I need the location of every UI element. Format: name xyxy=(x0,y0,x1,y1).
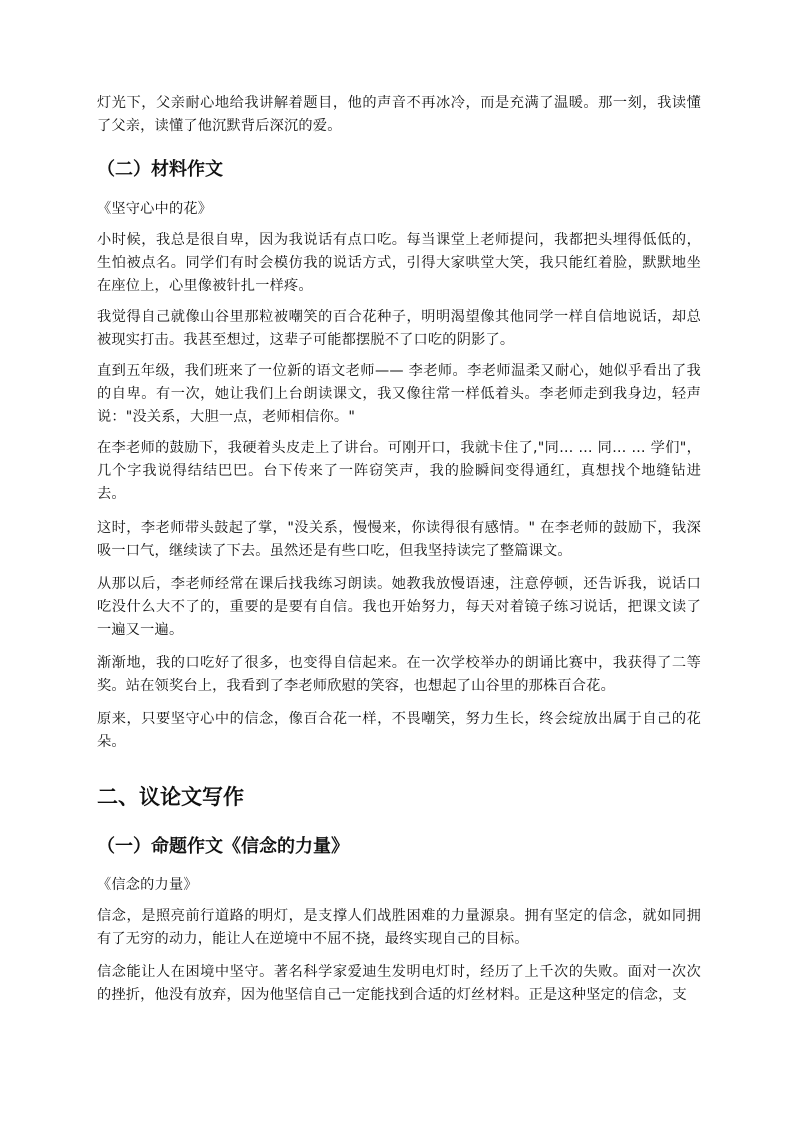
intro-paragraph: 灯光下，父亲耐心地给我讲解着题目，他的声音不再冰冷，而是充满了温暖。那一刻，我读懂了父亲，读懂了他沉默背后深沉的爱。 xyxy=(97,95,701,134)
material-essay-heading: （二）材料作文 xyxy=(97,159,223,180)
argument-section-heading: 二、议论文写作 xyxy=(97,785,244,809)
essay-paragraph: 信念能让人在困境中坚守。著名科学家爱迪生发明电灯时，经历了上千次的失败。面对一次次的挫折，他没有放弃，因为他坚信自己一定能找到合适的灯丝材料。正是这种坚定的信念，支 xyxy=(97,964,701,1003)
proposition-essay-heading: （一）命题作文《信念的力量》 xyxy=(97,836,349,857)
essay-paragraph: 在李老师的鼓励下，我硬着头皮走上了讲台。可刚开口，我就卡住了,"同… … 同… … 学们"，几个字我说得结结巴巴。台下传来了一阵窃笑声，我的脸瞬间变得通红，真想找个地缝钻进去。 xyxy=(97,440,701,502)
essay-title-xinnian: 《信念的力量》 xyxy=(97,877,198,893)
essay-paragraph: 从那以后，李老师经常在课后找我练习朗读。她教我放慢语速，注意停顿，还告诉我，说话口吃没什么大不了的，重要的是要有自信。我也开始努力，每天对着镜子练习说话，把课文读了一遍又一遍。 xyxy=(97,576,701,638)
essay-paragraph: 原来，只要坚守心中的信念，像百合花一样，不畏嘲笑，努力生长，终会绽放出属于自己的花朵。 xyxy=(97,711,701,750)
essay-paragraph: 渐渐地，我的口吃好了很多，也变得自信起来。在一次学校举办的朗诵比赛中，我获得了二等奖。站在领奖台上，我看到了李老师欣慰的笑容，也想起了山谷里的那株百合花。 xyxy=(97,655,701,694)
essay-paragraph: 直到五年级，我们班来了一位新的语文老师—— 李老师。李老师温柔又耐心，她似乎看出了我的自卑。有一次，她让我们上台朗读课文，我又像往常一样低着头。李老师走到我身边，轻声说："没关系，大胆一点，老师相信你。" xyxy=(97,363,701,425)
essay-paragraph: 信念，是照亮前行道路的明灯，是支撑人们战胜困难的力量源泉。拥有坚定的信念，就如同拥有了无穷的动力，能让人在逆境中不屈不挠，最终实现自己的目标。 xyxy=(97,908,701,947)
essay-paragraph: 小时候，我总是很自卑，因为我说话有点口吃。每当课堂上老师提问，我都把头埋得低低的，生怕被点名。同学们有时会模仿我的说话方式，引得大家哄堂大笑，我只能红着脸，默默地坐在座位上，心里像被针扎一样疼。 xyxy=(97,232,701,294)
essay-title-jianshou: 《坚守心中的花》 xyxy=(97,201,213,217)
essay-paragraph: 我觉得自己就像山谷里那粒被嘲笑的百合花种子，明明渴望像其他同学一样自信地说话，却总被现实打击。我甚至想过，这辈子可能都摆脱不了口吃的阴影了。 xyxy=(97,309,701,348)
essay-paragraph: 这时，李老师带头鼓起了掌，"没关系，慢慢来，你读得很有感情。" 在李老师的鼓励下，我深吸一口气，继续读了下去。虽然还是有些口吃，但我坚持读完了整篇课文。 xyxy=(97,520,701,559)
